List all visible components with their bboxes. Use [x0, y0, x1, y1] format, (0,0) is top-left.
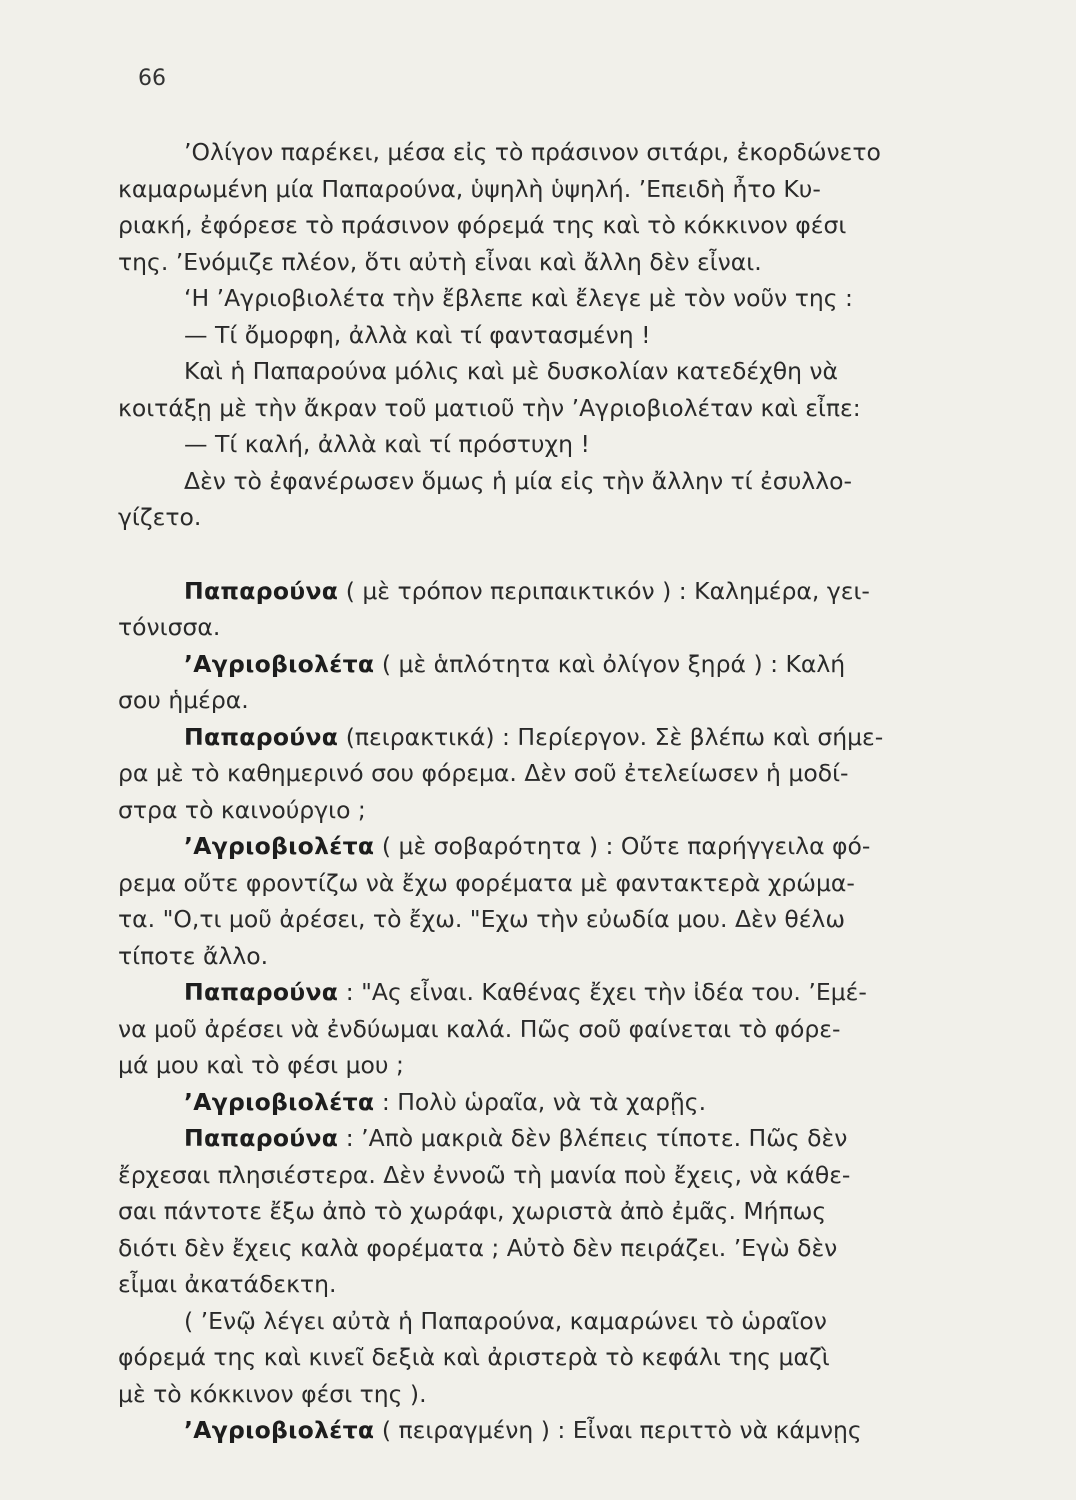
text-line: κοιτάξῃ μὲ τὴν ἄκραν τοῦ ματιοῦ τὴν ’Αγριοβιολέταν καὶ εἶπε:	[118, 393, 861, 422]
dialogue-line: σου ἡμέρα.	[118, 686, 249, 714]
text-line: — Τί καλή, ἀλλὰ καὶ τί πρόστυχη !	[184, 430, 590, 458]
dialogue-line: σαι πάντοτε ἔξω ἀπὸ τὸ χωράφι, χωριστὰ ἀπὸ ἐμᾶς. Μήπως	[118, 1197, 827, 1225]
text-line: ‘Η ’Αγριοβιολέτα τὴν ἔβλεπε καὶ ἔλεγε μὲ τὸν νοῦν της :	[184, 284, 853, 312]
stage-direction-line: μὲ τὸ κόκκινον φέσι της ).	[118, 1379, 427, 1408]
page-number: 66	[138, 66, 166, 91]
dialogue-line: εἶμαι ἀκατάδεκτη.	[118, 1270, 337, 1298]
dialogue-line: τα. "Ο,τι μοῦ ἀρέσει, τὸ ἔχω. "Εχω τὴν εὐωδία μου. Δὲν θέλω	[118, 905, 846, 933]
dialogue-line	[118, 646, 1006, 683]
dialogue-line: να μοῦ ἀρέσει νὰ ἐνδύωμαι καλά. Πῶς σοῦ φαίνεται τὸ φόρε-	[118, 1014, 841, 1043]
dialogue-text: ( μὲ σοβαρότητα ) : Οὔτε παρήγγειλα φό-	[381, 832, 871, 860]
dialogue-line	[118, 719, 1006, 756]
text-line: Καὶ ἡ Παπαρούνα μόλις καὶ μὲ δυσκολίαν κατεδέχθη νὰ	[184, 357, 839, 385]
dialogue-line	[118, 1120, 1006, 1157]
text-line: γίζετο.	[118, 503, 202, 531]
dialogue-text: : "Ας εἶναι. Καθένας ἔχει τὴν ἰδέα του. ’Εμέ-	[345, 978, 867, 1006]
speaker-name: ’Αγριοβιολέτα	[184, 1416, 375, 1444]
page-text	[118, 134, 1006, 1449]
dialogue-text: ( μὲ τρόπον περιπαικτικόν ) : Καλημέρα, γει-	[345, 576, 870, 605]
dialogue-line	[118, 828, 1006, 865]
speaker-name: ’Αγριοβιολέτα	[184, 1087, 375, 1116]
dialogue-line: μά μου καὶ τὸ φέσι μου ;	[118, 1051, 404, 1079]
text-line: ’Ολίγον παρέκει, μέσα εἰς τὸ πράσινον σιτάρι, ἐκορδώνετο	[184, 138, 881, 166]
dialogue-line	[118, 974, 1006, 1011]
speaker-name: Παπαρούνα	[184, 1124, 339, 1152]
dialogue-text: ( μὲ ἁπλότητα καὶ ὀλίγον ξηρά ) : Καλή	[381, 649, 846, 678]
dialogue-text: : ’Απὸ μακριὰ δὲν βλέπεις τίποτε. Πῶς δὲν	[345, 1124, 848, 1152]
dialogue-line: ἔρχεσαι πλησιέστερα. Δὲν ἐννοῶ τὴ μανία ποὺ ἔχεις, νὰ κάθε-	[118, 1160, 851, 1189]
speaker-name: Παπαρούνα	[184, 722, 339, 751]
dialogue-line: στρα τὸ καινούργιο ;	[118, 795, 366, 824]
text-line: καμαρωμένη μία Παπαρούνα, ὑψηλὴ ὑψηλή. ’Επειδὴ ἦτο Κυ-	[118, 174, 821, 203]
dialogue-line: ρα μὲ τὸ καθημερινό σου φόρεμα. Δὲν σοῦ ἐτελείωσεν ἡ μοδί-	[118, 759, 849, 787]
dialogue-line	[118, 1084, 1006, 1121]
paragraph-gap	[118, 536, 1006, 573]
dialogue-line: τίποτε ἄλλο.	[118, 941, 269, 970]
stage-direction-line: ( ’Ενῷ λέγει αὐτὰ ἡ Παπαρούνα, καμαρώνει τὸ ὡραῖον	[184, 1306, 827, 1335]
speaker-name: Παπαρούνα	[184, 576, 339, 605]
dialogue-text: ( πειραγμένη ) : Εἶναι περιττὸ νὰ κάμνῃς	[381, 1416, 862, 1444]
dialogue-line: ρεμα οὔτε φροντίζω νὰ ἔχω φορέματα μὲ φαντακτερὰ χρώμα-	[118, 868, 855, 897]
dialogue-line: τόνισσα.	[118, 613, 221, 641]
speaker-name: Παπαρούνα	[184, 978, 339, 1006]
dialogue-text: : Πολὺ ὡραῖα, νὰ τὰ χαρῇς.	[381, 1087, 707, 1116]
dialogue-line	[118, 573, 1006, 610]
dialogue-line: διότι δὲν ἔχεις καλὰ φορέματα ; Αὐτὸ δὲν πειράζει. ’Εγὼ δὲν	[118, 1233, 838, 1262]
dialogue-line	[118, 1412, 1006, 1449]
stage-direction-line: φόρεμά της καὶ κινεῖ δεξιὰ καὶ ἀριστερὰ τὸ κεφάλι της μαζὶ	[118, 1343, 830, 1371]
text-line: Δὲν τὸ ἐφανέρωσεν ὅμως ἡ μία εἰς τὴν ἄλλην τί ἐσυλλο-	[184, 466, 852, 495]
text-line: ριακή, ἐφόρεσε τὸ πράσινον φόρεμά της καὶ τὸ κόκκινον φέσι	[118, 211, 847, 239]
text-line: της. ’Ενόμιζε πλέον, ὅτι αὐτὴ εἶναι καὶ ἄλλη δὲν εἶναι.	[118, 247, 762, 276]
dialogue-text: (πειρακτικά) : Περίεργον. Σὲ βλέπω καὶ σήμε-	[345, 722, 884, 751]
text-line: — Τί ὄμορφη, ἀλλὰ καὶ τί φαντασμένη !	[184, 320, 651, 349]
speaker-name: ’Αγριοβιολέτα	[184, 649, 375, 678]
speaker-name: ’Αγριοβιολέτα	[184, 832, 375, 860]
